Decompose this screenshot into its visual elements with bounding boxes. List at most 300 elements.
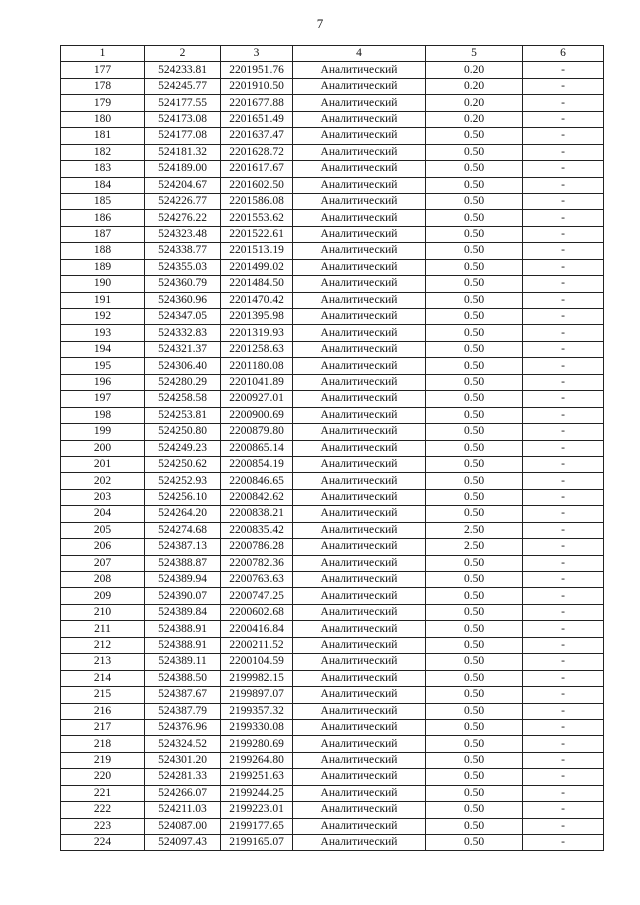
table-row [61, 818, 604, 834]
x-coordinate-cell: 524324.52 [145, 736, 221, 752]
table-row [61, 736, 604, 752]
point-number-cell: 222 [61, 802, 145, 818]
x-coordinate-cell: 524252.93 [145, 473, 221, 489]
table-row [61, 654, 604, 670]
note-cell: - [523, 210, 604, 226]
point-number-cell: 180 [61, 111, 145, 127]
point-number-cell: 197 [61, 391, 145, 407]
x-coordinate-cell: 524211.03 [145, 802, 221, 818]
table-row [61, 226, 604, 242]
accuracy-cell: 0.50 [426, 588, 523, 604]
method-cell: Аналитический [293, 637, 426, 653]
x-coordinate-cell: 524253.81 [145, 407, 221, 423]
method-cell: Аналитический [293, 78, 426, 94]
point-number-cell: 190 [61, 276, 145, 292]
table-row [61, 62, 604, 78]
y-coordinate-cell: 2199177.65 [221, 818, 293, 834]
method-cell: Аналитический [293, 309, 426, 325]
accuracy-cell: 0.50 [426, 259, 523, 275]
y-coordinate-cell: 2200927.01 [221, 391, 293, 407]
accuracy-cell: 2.50 [426, 539, 523, 555]
y-coordinate-cell: 2201258.63 [221, 341, 293, 357]
table-row [61, 210, 604, 226]
y-coordinate-cell: 2199982.15 [221, 670, 293, 686]
point-number-cell: 209 [61, 588, 145, 604]
y-coordinate-cell: 2200782.36 [221, 555, 293, 571]
method-cell: Аналитический [293, 193, 426, 209]
point-number-cell: 207 [61, 555, 145, 571]
x-coordinate-cell: 524390.07 [145, 588, 221, 604]
column-header: 6 [523, 46, 604, 62]
method-cell: Аналитический [293, 144, 426, 160]
table-row [61, 161, 604, 177]
table-body [61, 62, 604, 851]
table-row [61, 473, 604, 489]
y-coordinate-cell: 2201951.76 [221, 62, 293, 78]
x-coordinate-cell: 524360.79 [145, 276, 221, 292]
x-coordinate-cell: 524389.84 [145, 604, 221, 620]
accuracy-cell: 2.50 [426, 522, 523, 538]
accuracy-cell: 0.50 [426, 407, 523, 423]
point-number-cell: 188 [61, 243, 145, 259]
y-coordinate-cell: 2200854.19 [221, 456, 293, 472]
x-coordinate-cell: 524204.67 [145, 177, 221, 193]
method-cell: Аналитический [293, 424, 426, 440]
y-coordinate-cell: 2200865.14 [221, 440, 293, 456]
x-coordinate-cell: 524360.96 [145, 292, 221, 308]
note-cell: - [523, 489, 604, 505]
column-header: 2 [145, 46, 221, 62]
table-row [61, 703, 604, 719]
table-row [61, 752, 604, 768]
method-cell: Аналитический [293, 226, 426, 242]
table-row [61, 456, 604, 472]
note-cell: - [523, 440, 604, 456]
note-cell: - [523, 703, 604, 719]
point-number-cell: 217 [61, 719, 145, 735]
method-cell: Аналитический [293, 259, 426, 275]
method-cell: Аналитический [293, 835, 426, 851]
point-number-cell: 186 [61, 210, 145, 226]
point-number-cell: 198 [61, 407, 145, 423]
note-cell: - [523, 555, 604, 571]
note-cell: - [523, 407, 604, 423]
point-number-cell: 212 [61, 637, 145, 653]
y-coordinate-cell: 2200104.59 [221, 654, 293, 670]
table-row [61, 785, 604, 801]
y-coordinate-cell: 2201319.93 [221, 325, 293, 341]
y-coordinate-cell: 2201470.42 [221, 292, 293, 308]
y-coordinate-cell: 2200602.68 [221, 604, 293, 620]
point-number-cell: 204 [61, 506, 145, 522]
point-number-cell: 195 [61, 358, 145, 374]
point-number-cell: 205 [61, 522, 145, 538]
x-coordinate-cell: 524388.50 [145, 670, 221, 686]
note-cell: - [523, 802, 604, 818]
accuracy-cell: 0.50 [426, 752, 523, 768]
method-cell: Аналитический [293, 473, 426, 489]
note-cell: - [523, 588, 604, 604]
accuracy-cell: 0.50 [426, 473, 523, 489]
note-cell: - [523, 621, 604, 637]
note-cell: - [523, 604, 604, 620]
y-coordinate-cell: 2201628.72 [221, 144, 293, 160]
y-coordinate-cell: 2201553.62 [221, 210, 293, 226]
point-number-cell: 179 [61, 95, 145, 111]
point-number-cell: 223 [61, 818, 145, 834]
method-cell: Аналитический [293, 374, 426, 390]
table-row [61, 719, 604, 735]
x-coordinate-cell: 524387.67 [145, 687, 221, 703]
y-coordinate-cell: 2200416.84 [221, 621, 293, 637]
point-number-cell: 210 [61, 604, 145, 620]
point-number-cell: 219 [61, 752, 145, 768]
point-number-cell: 202 [61, 473, 145, 489]
y-coordinate-cell: 2201637.47 [221, 128, 293, 144]
x-coordinate-cell: 524274.68 [145, 522, 221, 538]
method-cell: Аналитический [293, 752, 426, 768]
note-cell: - [523, 341, 604, 357]
point-number-cell: 218 [61, 736, 145, 752]
x-coordinate-cell: 524281.33 [145, 769, 221, 785]
x-coordinate-cell: 524177.55 [145, 95, 221, 111]
accuracy-cell: 0.50 [426, 341, 523, 357]
point-number-cell: 187 [61, 226, 145, 242]
y-coordinate-cell: 2200835.42 [221, 522, 293, 538]
note-cell: - [523, 539, 604, 555]
method-cell: Аналитический [293, 456, 426, 472]
accuracy-cell: 0.50 [426, 424, 523, 440]
method-cell: Аналитический [293, 391, 426, 407]
note-cell: - [523, 769, 604, 785]
table-row [61, 802, 604, 818]
table-row [61, 128, 604, 144]
y-coordinate-cell: 2199330.08 [221, 719, 293, 735]
method-cell: Аналитический [293, 736, 426, 752]
note-cell: - [523, 243, 604, 259]
note-cell: - [523, 177, 604, 193]
note-cell: - [523, 259, 604, 275]
table-row [61, 588, 604, 604]
table-row [61, 276, 604, 292]
table-row [61, 374, 604, 390]
y-coordinate-cell: 2199357.32 [221, 703, 293, 719]
point-number-cell: 182 [61, 144, 145, 160]
x-coordinate-cell: 524389.11 [145, 654, 221, 670]
table-row [61, 358, 604, 374]
point-number-cell: 220 [61, 769, 145, 785]
point-number-cell: 184 [61, 177, 145, 193]
method-cell: Аналитический [293, 292, 426, 308]
note-cell: - [523, 144, 604, 160]
coordinates-table [60, 45, 604, 851]
note-cell: - [523, 736, 604, 752]
accuracy-cell: 0.50 [426, 835, 523, 851]
method-cell: Аналитический [293, 62, 426, 78]
table-row [61, 604, 604, 620]
note-cell: - [523, 62, 604, 78]
accuracy-cell: 0.50 [426, 687, 523, 703]
accuracy-cell: 0.20 [426, 62, 523, 78]
accuracy-cell: 0.50 [426, 621, 523, 637]
note-cell: - [523, 456, 604, 472]
y-coordinate-cell: 2201041.89 [221, 374, 293, 390]
note-cell: - [523, 522, 604, 538]
accuracy-cell: 0.50 [426, 210, 523, 226]
method-cell: Аналитический [293, 128, 426, 144]
point-number-cell: 199 [61, 424, 145, 440]
y-coordinate-cell: 2200838.21 [221, 506, 293, 522]
table-row [61, 341, 604, 357]
y-coordinate-cell: 2199264.80 [221, 752, 293, 768]
column-header: 4 [293, 46, 426, 62]
accuracy-cell: 0.50 [426, 670, 523, 686]
table-row [61, 78, 604, 94]
page-number: 7 [316, 16, 324, 31]
note-cell: - [523, 128, 604, 144]
accuracy-cell: 0.50 [426, 654, 523, 670]
note-cell: - [523, 78, 604, 94]
column-header: 5 [426, 46, 523, 62]
x-coordinate-cell: 524097.43 [145, 835, 221, 851]
table-row [61, 177, 604, 193]
accuracy-cell: 0.50 [426, 276, 523, 292]
x-coordinate-cell: 524389.94 [145, 572, 221, 588]
method-cell: Аналитический [293, 177, 426, 193]
note-cell: - [523, 637, 604, 653]
column-header: 3 [221, 46, 293, 62]
x-coordinate-cell: 524245.77 [145, 78, 221, 94]
accuracy-cell: 0.50 [426, 440, 523, 456]
table-row [61, 621, 604, 637]
point-number-cell: 201 [61, 456, 145, 472]
y-coordinate-cell: 2199897.07 [221, 687, 293, 703]
x-coordinate-cell: 524250.62 [145, 456, 221, 472]
method-cell: Аналитический [293, 210, 426, 226]
accuracy-cell: 0.50 [426, 325, 523, 341]
y-coordinate-cell: 2200211.52 [221, 637, 293, 653]
accuracy-cell: 0.50 [426, 144, 523, 160]
accuracy-cell: 0.50 [426, 193, 523, 209]
point-number-cell: 185 [61, 193, 145, 209]
x-coordinate-cell: 524306.40 [145, 358, 221, 374]
point-number-cell: 216 [61, 703, 145, 719]
point-number-cell: 178 [61, 78, 145, 94]
method-cell: Аналитический [293, 703, 426, 719]
y-coordinate-cell: 2201602.50 [221, 177, 293, 193]
method-cell: Аналитический [293, 621, 426, 637]
method-cell: Аналитический [293, 440, 426, 456]
y-coordinate-cell: 2201180.08 [221, 358, 293, 374]
point-number-cell: 191 [61, 292, 145, 308]
table-row [61, 193, 604, 209]
table-row [61, 769, 604, 785]
note-cell: - [523, 752, 604, 768]
x-coordinate-cell: 524226.77 [145, 193, 221, 209]
x-coordinate-cell: 524388.91 [145, 621, 221, 637]
accuracy-cell: 0.50 [426, 785, 523, 801]
x-coordinate-cell: 524264.20 [145, 506, 221, 522]
x-coordinate-cell: 524388.87 [145, 555, 221, 571]
x-coordinate-cell: 524347.05 [145, 309, 221, 325]
accuracy-cell: 0.50 [426, 703, 523, 719]
note-cell: - [523, 506, 604, 522]
x-coordinate-cell: 524388.91 [145, 637, 221, 653]
y-coordinate-cell: 2201586.08 [221, 193, 293, 209]
table-row [61, 835, 604, 851]
point-number-cell: 208 [61, 572, 145, 588]
x-coordinate-cell: 524258.58 [145, 391, 221, 407]
note-cell: - [523, 374, 604, 390]
table-row [61, 292, 604, 308]
table-row [61, 144, 604, 160]
point-number-cell: 193 [61, 325, 145, 341]
note-cell: - [523, 161, 604, 177]
method-cell: Аналитический [293, 687, 426, 703]
y-coordinate-cell: 2201499.02 [221, 259, 293, 275]
accuracy-cell: 0.50 [426, 506, 523, 522]
method-cell: Аналитический [293, 802, 426, 818]
point-number-cell: 200 [61, 440, 145, 456]
accuracy-cell: 0.50 [426, 802, 523, 818]
accuracy-cell: 0.50 [426, 226, 523, 242]
note-cell: - [523, 473, 604, 489]
table-row [61, 506, 604, 522]
note-cell: - [523, 95, 604, 111]
note-cell: - [523, 670, 604, 686]
point-number-cell: 183 [61, 161, 145, 177]
note-cell: - [523, 276, 604, 292]
accuracy-cell: 0.20 [426, 95, 523, 111]
method-cell: Аналитический [293, 161, 426, 177]
note-cell: - [523, 325, 604, 341]
table-row [61, 440, 604, 456]
table-row [61, 424, 604, 440]
table-row [61, 111, 604, 127]
y-coordinate-cell: 2201617.67 [221, 161, 293, 177]
accuracy-cell: 0.20 [426, 78, 523, 94]
y-coordinate-cell: 2200879.80 [221, 424, 293, 440]
y-coordinate-cell: 2199223.01 [221, 802, 293, 818]
point-number-cell: 221 [61, 785, 145, 801]
accuracy-cell: 0.50 [426, 769, 523, 785]
accuracy-cell: 0.50 [426, 555, 523, 571]
accuracy-cell: 0.50 [426, 177, 523, 193]
point-number-cell: 206 [61, 539, 145, 555]
note-cell: - [523, 309, 604, 325]
accuracy-cell: 0.50 [426, 309, 523, 325]
y-coordinate-cell: 2201651.49 [221, 111, 293, 127]
point-number-cell: 224 [61, 835, 145, 851]
x-coordinate-cell: 524276.22 [145, 210, 221, 226]
accuracy-cell: 0.50 [426, 604, 523, 620]
accuracy-cell: 0.50 [426, 456, 523, 472]
point-number-cell: 213 [61, 654, 145, 670]
table-row [61, 522, 604, 538]
x-coordinate-cell: 524332.83 [145, 325, 221, 341]
accuracy-cell: 0.50 [426, 358, 523, 374]
x-coordinate-cell: 524338.77 [145, 243, 221, 259]
point-number-cell: 177 [61, 62, 145, 78]
table-row [61, 670, 604, 686]
y-coordinate-cell: 2199280.69 [221, 736, 293, 752]
y-coordinate-cell: 2200842.62 [221, 489, 293, 505]
method-cell: Аналитический [293, 785, 426, 801]
y-coordinate-cell: 2200786.28 [221, 539, 293, 555]
method-cell: Аналитический [293, 769, 426, 785]
x-coordinate-cell: 524249.23 [145, 440, 221, 456]
x-coordinate-cell: 524189.00 [145, 161, 221, 177]
table-row [61, 309, 604, 325]
table-row [61, 539, 604, 555]
table-header-row [61, 46, 604, 62]
method-cell: Аналитический [293, 588, 426, 604]
x-coordinate-cell: 524181.32 [145, 144, 221, 160]
y-coordinate-cell: 2201677.88 [221, 95, 293, 111]
accuracy-cell: 0.50 [426, 736, 523, 752]
method-cell: Аналитический [293, 358, 426, 374]
note-cell: - [523, 111, 604, 127]
y-coordinate-cell: 2201484.50 [221, 276, 293, 292]
y-coordinate-cell: 2201513.19 [221, 243, 293, 259]
y-coordinate-cell: 2201910.50 [221, 78, 293, 94]
point-number-cell: 192 [61, 309, 145, 325]
note-cell: - [523, 391, 604, 407]
y-coordinate-cell: 2200900.69 [221, 407, 293, 423]
method-cell: Аналитический [293, 572, 426, 588]
method-cell: Аналитический [293, 407, 426, 423]
point-number-cell: 215 [61, 687, 145, 703]
accuracy-cell: 0.50 [426, 292, 523, 308]
y-coordinate-cell: 2201522.61 [221, 226, 293, 242]
x-coordinate-cell: 524087.00 [145, 818, 221, 834]
accuracy-cell: 0.50 [426, 243, 523, 259]
note-cell: - [523, 193, 604, 209]
method-cell: Аналитический [293, 489, 426, 505]
note-cell: - [523, 719, 604, 735]
point-number-cell: 189 [61, 259, 145, 275]
x-coordinate-cell: 524387.13 [145, 539, 221, 555]
method-cell: Аналитический [293, 818, 426, 834]
method-cell: Аналитический [293, 670, 426, 686]
note-cell: - [523, 687, 604, 703]
x-coordinate-cell: 524301.20 [145, 752, 221, 768]
y-coordinate-cell: 2199251.63 [221, 769, 293, 785]
method-cell: Аналитический [293, 604, 426, 620]
table-row [61, 325, 604, 341]
x-coordinate-cell: 524266.07 [145, 785, 221, 801]
y-coordinate-cell: 2200763.63 [221, 572, 293, 588]
point-number-cell: 194 [61, 341, 145, 357]
accuracy-cell: 0.50 [426, 128, 523, 144]
y-coordinate-cell: 2199165.07 [221, 835, 293, 851]
method-cell: Аналитический [293, 719, 426, 735]
method-cell: Аналитический [293, 325, 426, 341]
table-row [61, 637, 604, 653]
table-row [61, 572, 604, 588]
note-cell: - [523, 226, 604, 242]
note-cell: - [523, 572, 604, 588]
table-row [61, 95, 604, 111]
table-row [61, 243, 604, 259]
accuracy-cell: 0.50 [426, 391, 523, 407]
accuracy-cell: 0.20 [426, 111, 523, 127]
method-cell: Аналитический [293, 539, 426, 555]
note-cell: - [523, 818, 604, 834]
note-cell: - [523, 835, 604, 851]
y-coordinate-cell: 2201395.98 [221, 309, 293, 325]
table-row [61, 391, 604, 407]
